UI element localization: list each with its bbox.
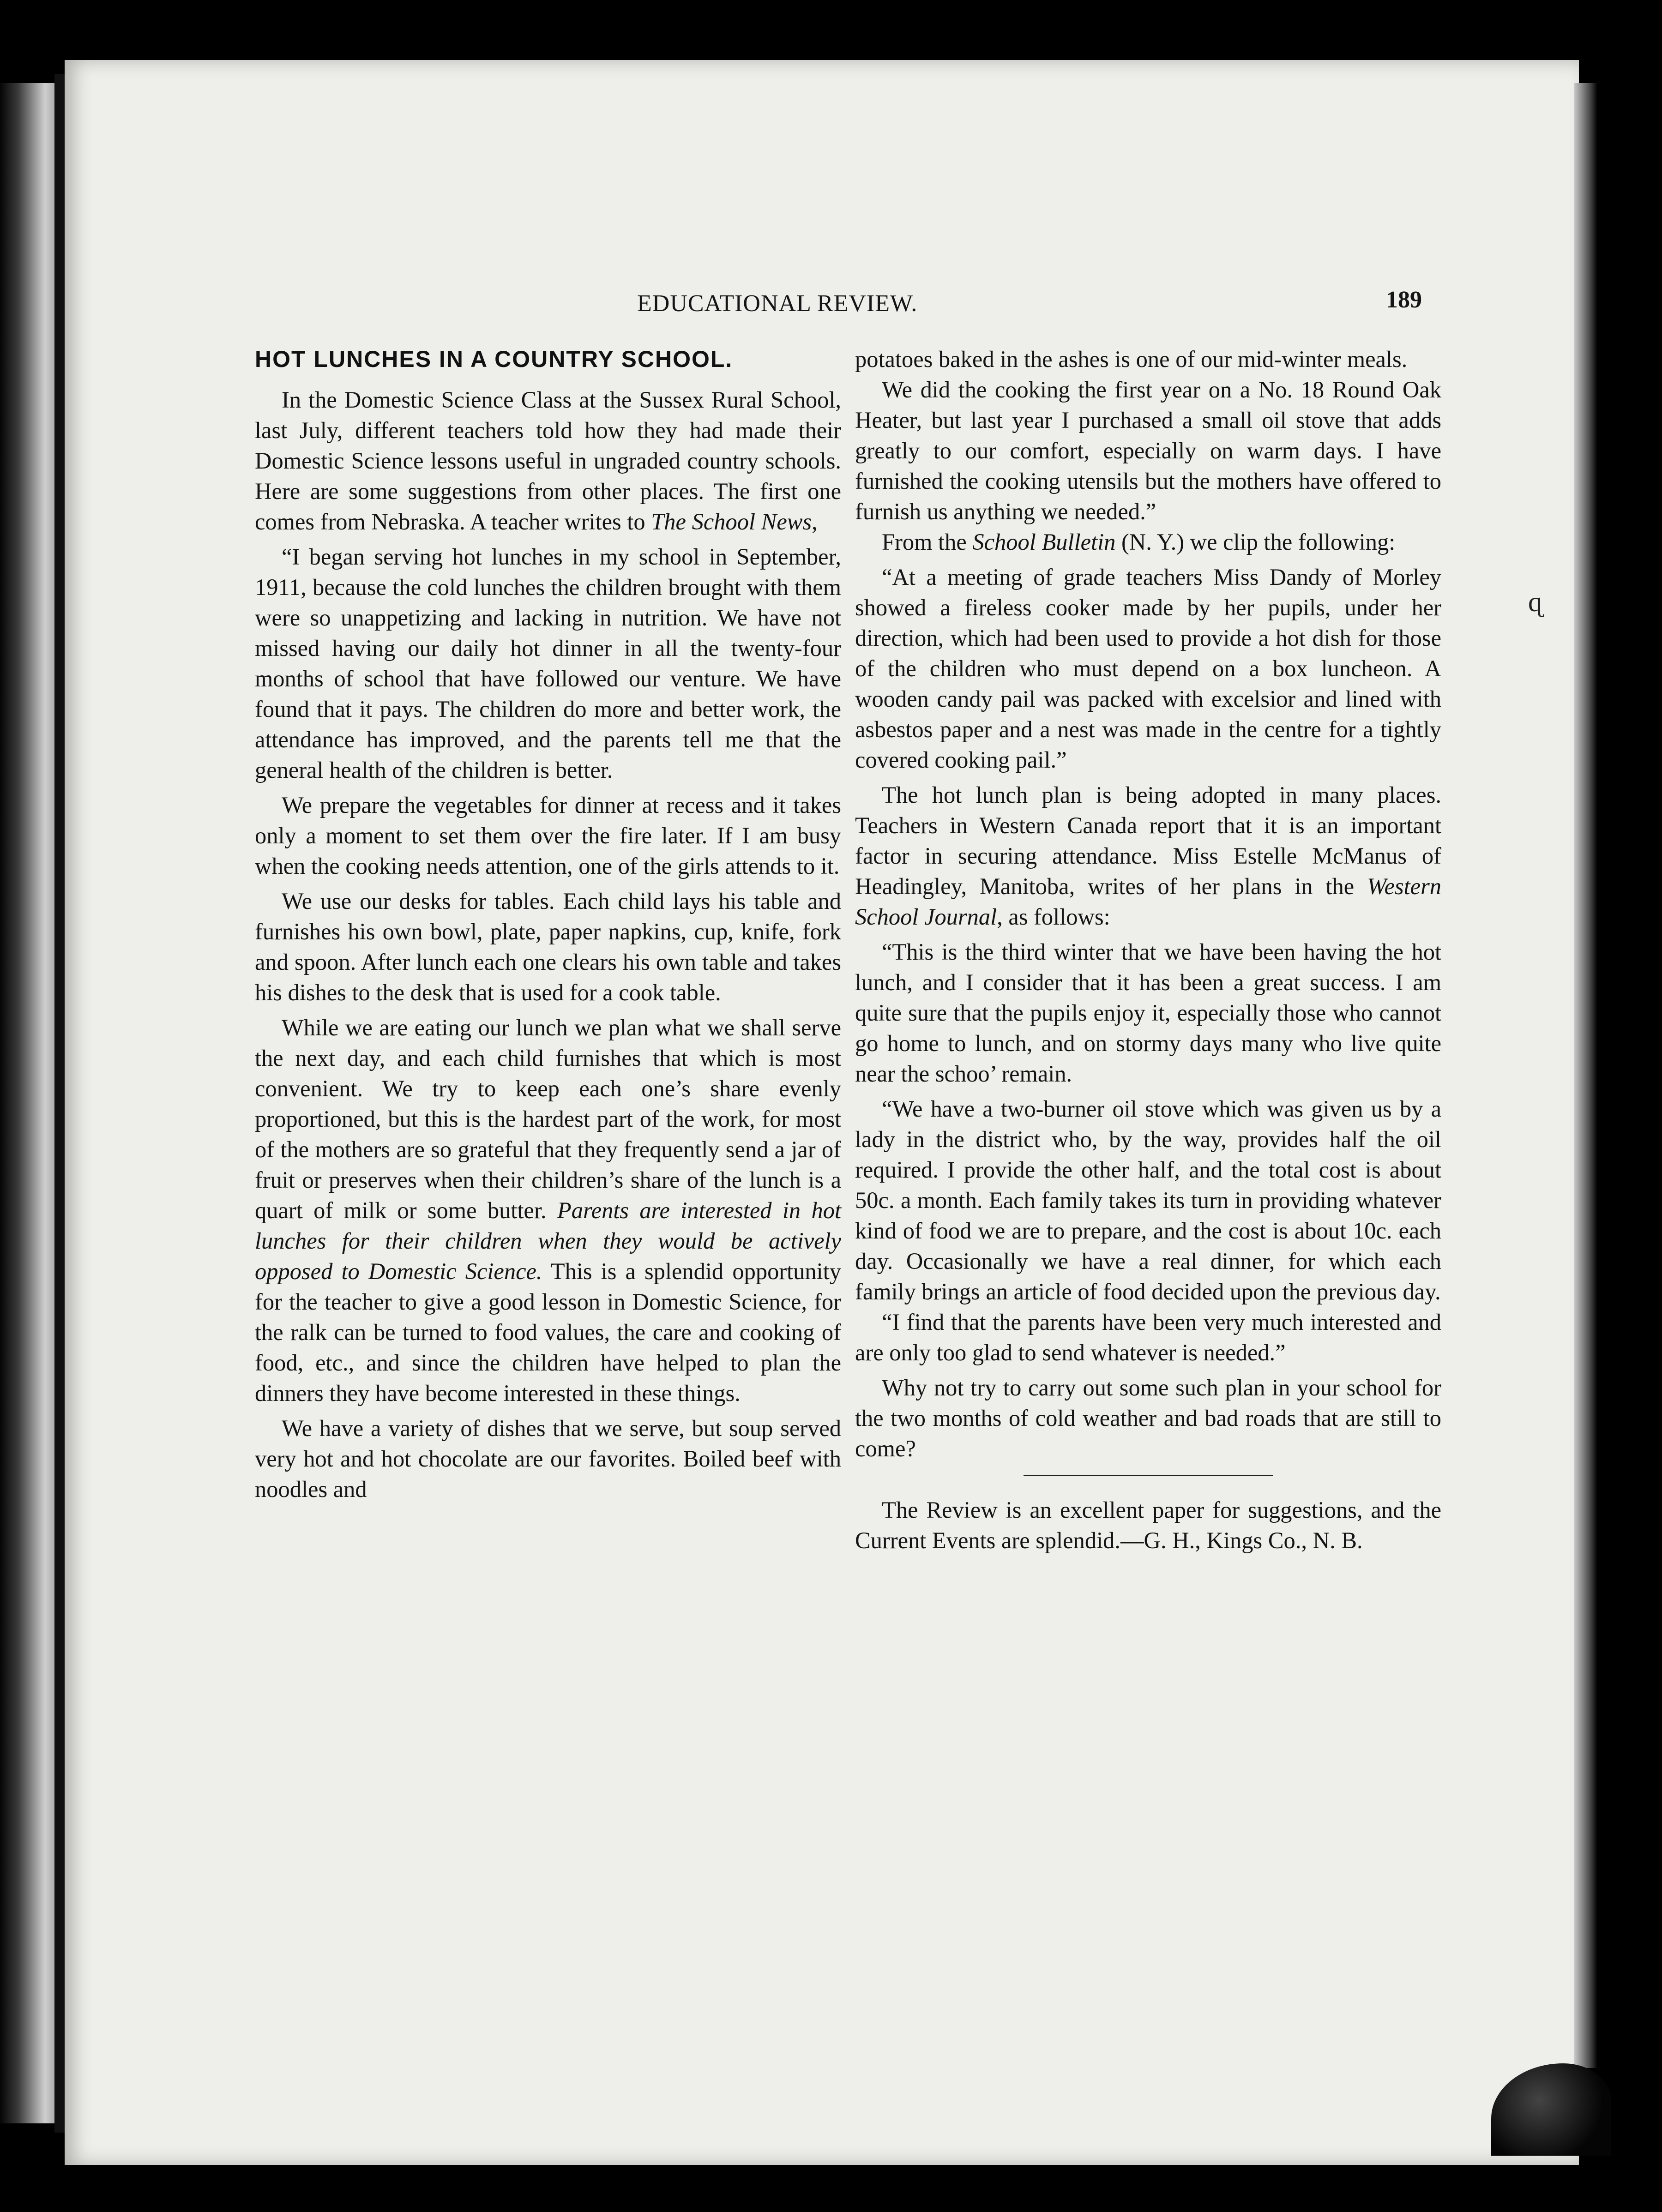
facing-page-edge xyxy=(0,83,60,2123)
paragraph: “I find that the parents have been very much interested and are only too glad to send whatever is needed.” xyxy=(855,1309,1441,1365)
paragraph: From the School Bulletin (N. Y.) we clip the following: xyxy=(882,529,1396,555)
left-column xyxy=(255,344,841,1504)
section-divider xyxy=(1024,1475,1273,1476)
paragraph: Why not try to carry out some such plan in your school for the two months of cold weather and bad roads that are still to come? xyxy=(855,1375,1441,1461)
page-number: 189 xyxy=(1386,287,1422,313)
paragraph: “This is the third winter that we have been having the hot lunch, and I consider that it has been a great success. I am quite sure that the pupils enjoy it, especially those who cannot go home to lunch, and on stormy days many who live quite near the schoo’ remain. xyxy=(855,939,1441,1087)
paragraph: potatoes baked in the ashes is one of our mid-winter meals. xyxy=(855,346,1408,372)
paragraph: We did the cooking the first year on a No. 18 Round Oak Heater, but last year I purchased a small oil stove that adds greatly to our comfort, especially on warm days. I have furnished the cooking utensils but the mothers have offered to furnish us anything we needed.” xyxy=(855,377,1441,524)
paragraph: While we are eating our lunch we plan what we shall serve the next day, and each child furnishes that which is most convenient. We try to keep each one’s share evenly proportioned, but this is the hardest part of the work, for most of the mothers are so grateful that they frequently send a jar of fruit or preserves when their children’s share of the lunch is a quart of milk or some butter. Parents are interested in hot lunches for their children when they would be actively opposed to Domestic Science. This is a splendid opportunity for the teacher to give a good lesson in Domestic Science, for the ralk can be turned to food values, the care and cooking of food, etc., and since the children have helped to plan the dinners they have become interested in these things. xyxy=(255,1015,841,1406)
paragraph: The hot lunch plan is being adopted in many places. Teachers in Western Canada report that it is an important factor in securing attendance. Miss Estelle McManus of Headingley, Manitoba, writes of her plans in the Western School Journal, as follows: xyxy=(855,782,1441,930)
paragraph: We use our desks for tables. Each child lays his table and furnishes his own bowl, plate, paper napkins, cup, knife, fork and spoon. After lunch each one clears his own table and takes his dishes to the desk that is used for a cook table. xyxy=(255,888,841,1005)
paragraph: We prepare the vegetables for dinner at recess and it takes only a moment to set them over the fire later. If I am busy when the cooking needs attention, one of the girls attends to it. xyxy=(255,792,841,879)
paragraph: “At a meeting of grade teachers Miss Dandy of Morley showed a fireless cooker made by her pupils, under her direction, which had been used to provide a hot dish for those of the children who must depend on a box luncheon. A wooden candy pail was packed with excelsior and lined with asbestos paper and a nest was made in the centre for a tightly covered cooking pail.” xyxy=(855,564,1441,773)
page-edge-shadow xyxy=(1574,83,1597,2068)
reader-footnote: The Review is an excellent paper for suggestions, and the Current Events are splendid.—G. H., Kings Co., N. B. xyxy=(855,1497,1441,1553)
paragraph: In the Domestic Science Class at the Sussex Rural School, last July, different teachers told how they had made their Domestic Science lessons useful in ungraded country schools. Here are some suggestions from other places. The first one comes from Nebraska. A teacher writes to The School News, xyxy=(255,387,841,535)
paragraph: “I began serving hot lunches in my school in September, 1911, because the cold lunches the children brought with them were so unappetizing and lacking in nutrition. We have not missed having our daily hot dinner in all the twenty-four months of school that have followed our venture. We have found that it pays. The children do more and better work, the attendance has improved, and the parents tell me that the general health of the children is better. xyxy=(255,544,841,783)
paragraph: We have a variety of dishes that we serve, but soup served very hot and hot chocolate are our favorites. Boiled beef with noodles and xyxy=(255,1415,841,1502)
page-header xyxy=(637,287,1422,327)
right-column xyxy=(855,344,1441,1556)
article-title: HOT LUNCHES IN A COUNTRY SCHOOL. xyxy=(255,346,733,372)
paragraph: “We have a two-burner oil stove which was given us by a lady in the district who, by the way, provides half the oil required. I provide the other half, and the total cost is about 50c. a month. Each family takes its turn in providing whatever kind of food we are to prepare, and the cost is about 10c. each day. Occasionally we have a real dinner, for which each family brings an article of food decided upon the previous day. xyxy=(855,1096,1441,1304)
margin-pencil-mark: ɋ xyxy=(1528,587,1542,617)
running-head: EDUCATIONAL REVIEW. xyxy=(637,290,918,317)
